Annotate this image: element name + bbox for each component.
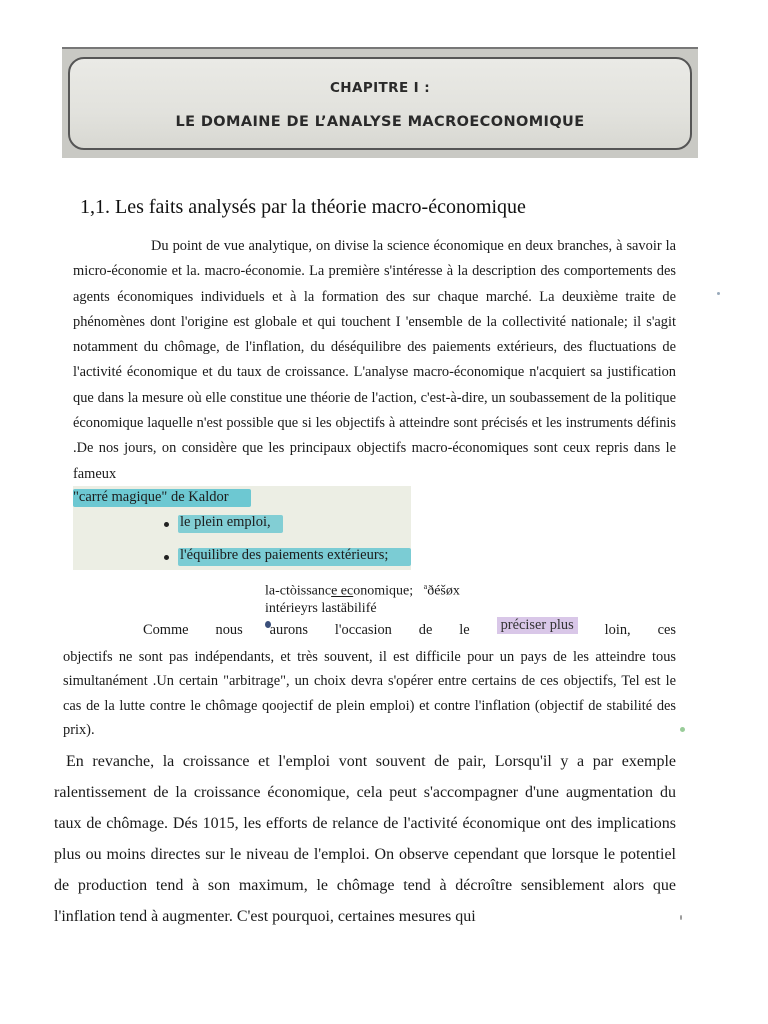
ocr-text: ðéšøx xyxy=(427,583,460,599)
ocr-text-underlined: e ec xyxy=(331,583,354,599)
chapter-number: CHAPITRE I : xyxy=(329,80,431,96)
ocr-text: onomique; xyxy=(353,583,414,599)
ocr-superscript: a xyxy=(423,582,428,591)
scanned-excerpt xyxy=(73,486,411,570)
word: de xyxy=(418,622,433,638)
section-heading: 1,1. Les faits analysés par la théorie macro-économique xyxy=(80,196,526,218)
paragraph-3-text: En revanche, la croissance et l'emploi vont souvent de pair, Lorsqu'il y a par exemple ralentissement de la croissance économique, cela peut s'accompagner d'une augmentation du taux de chômage. Dés 1015, les efforts de relance de l'activité économique ont des implications plus ou moins directes sur le niveau de l'emploi. On observe cependant que lorsque le potentiel de production tend à son maximum, le chômage tend à décroître sensiblement alors que l'inflation tend à augmenter. C'est pourquoi, certaines mesures qui xyxy=(54,753,676,925)
scanned-item-2: l'équilibre des paiements extérieurs; xyxy=(180,547,389,563)
word: le xyxy=(459,622,470,638)
chapter-banner-frame xyxy=(68,57,692,150)
word: Comme xyxy=(143,622,189,638)
scanned-title: "carré magique" de Kaldor xyxy=(73,489,229,505)
paragraph-1 xyxy=(73,234,676,487)
purple-highlight-text: préciser plus xyxy=(497,617,578,634)
ocr-text: la-ctòissanc xyxy=(265,583,332,599)
bullet-icon xyxy=(164,555,169,560)
ocr-fragment-line-1 xyxy=(265,582,460,600)
paragraph-2-text: objectifs ne sont pas indépendants, et très souvent, il est difficile pour un pays de les atteindre tous simultanément .Un certain "arbitrage", un choix devra s'opérer entre certains de ces objectifs, Tel est le cas de la lutte contre le chômage qoojectif de plein emploi) et contre l'inflation (objectif de stabilité des prix). xyxy=(63,649,676,739)
chapter-banner xyxy=(62,47,698,158)
scan-speck xyxy=(680,727,685,732)
scan-speck xyxy=(717,292,720,295)
word: nous xyxy=(215,622,243,638)
paragraph-3 xyxy=(54,746,676,932)
word: loin, xyxy=(604,622,631,638)
scanned-item-1: le plein emploi, xyxy=(180,514,271,530)
ocr-fragment-line-2: intérieyrs lastäbilifé xyxy=(265,601,377,616)
word: l'occasion xyxy=(334,622,392,638)
paragraph-2 xyxy=(63,645,676,743)
word: ces xyxy=(657,622,676,638)
comme-line xyxy=(63,617,676,639)
word: aurons xyxy=(269,622,308,638)
scan-speck xyxy=(680,915,682,920)
chapter-title: LE DOMAINE DE L’ANALYSE MACROECONOMIQUE xyxy=(175,114,585,130)
paragraph-1-text: Du point de vue analytique, on divise la science économique en deux branches, à savoir la micro-économie et la. macro-économie. La première s'intéresse à la description des comportements des agents économiques individuels et à la formation des sur chaque marché. La deuxième traite de phénomènes dont l'origine est globale et qui touchent I 'ensemble de la collectivité nationale; il s'agit notamment du chômage, de l'inflation, du déséquilibre des paiements extérieurs, des fluctuations de l'activité économique et du taux de croissance. L'analyse macro-économique n'acquiert sa justification que dans la mesure où elle constitue une théorie de l'action, c'est-à-dire, un soubassement de la politique économique laquelle n'est possible que si les objectifs à atteindre sont précisés et les instruments définis .De nos jours, on considère que les principaux objectifs macro-économiques sont ceux repris dans le fameux xyxy=(73,238,676,482)
bullet-icon xyxy=(164,522,169,527)
